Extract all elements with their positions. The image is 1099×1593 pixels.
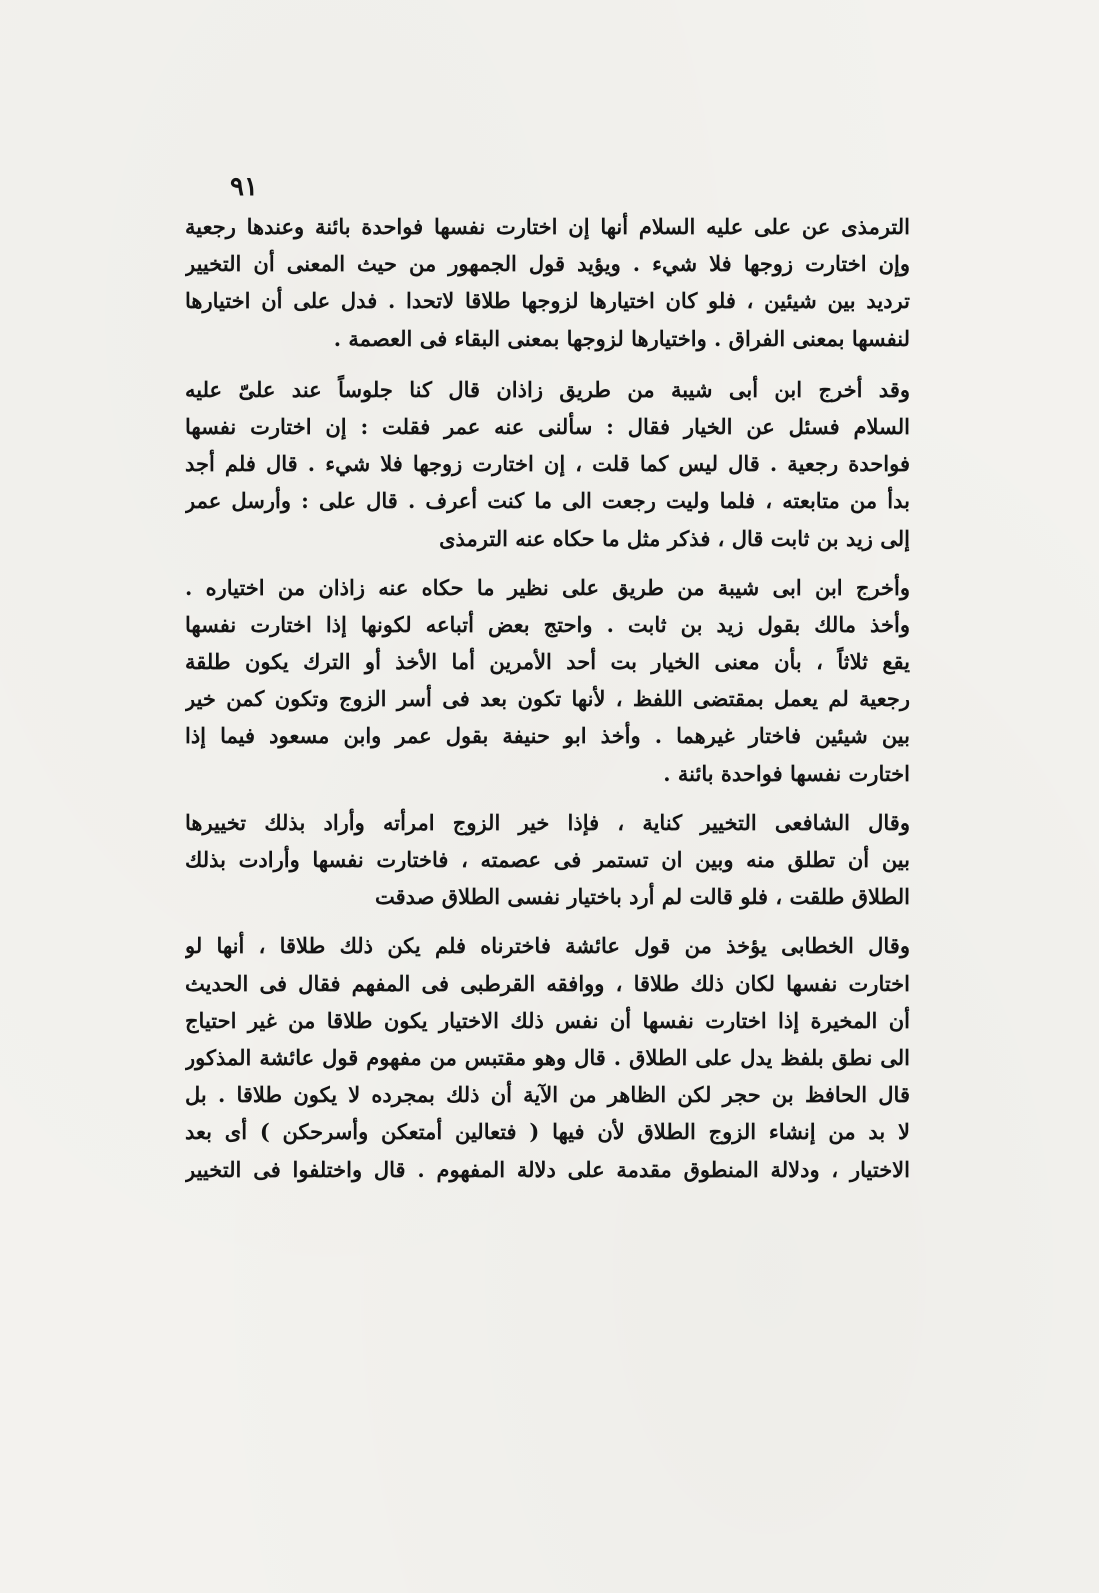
text-line: بين أن تطلق منه وبين ان تستمر فى عصمته ، فاختارت نفسها وأرادت بذلك xyxy=(185,847,910,872)
text-line: وأخرج ابن ابى شيبة من طريق على نظير ما حكاه عنه زاذان من اختياره . xyxy=(185,574,910,600)
text-line: قال الحافظ بن حجر لكن الظاهر من الآية أن ذلك بمجرده لا يكون طلاقا . بل xyxy=(185,1082,910,1108)
text-line: إلى زيد بن ثابت قال ، فذكر مثل ما حكاه عنه الترمذى xyxy=(439,525,910,551)
text-line: الى نطق بلفظ يدل على الطلاق . قال وهو مقتبس من مفهوم قول عائشة المذكور xyxy=(185,1044,910,1070)
paragraph xyxy=(185,804,910,916)
paragraph xyxy=(185,927,910,1187)
text-line: ترديد بين شيئين ، فلو كان اختيارها لزوجها طلاقا لاتحدا . فدل على أن اختيارها xyxy=(185,288,910,314)
text-line: بدأ من متابعته ، فلما وليت رجعت الى ما كنت أعرف . قال على : وأرسل عمر xyxy=(185,488,910,514)
text-line: يقع ثلاثاً ، بأن معنى الخيار بت أحد الأمرين أما الأخذ أو الترك يكون طلقة xyxy=(185,649,910,675)
text-line: وقال الخطابى يؤخذ من قول عائشة فاخترناه فلم يكن ذلك طلاقا ، أنها لو xyxy=(185,933,910,959)
text-line: رجعية لم يعمل بمقتضى اللفظ ، لأنها تكون بعد فى أسر الزوج وتكون كمن خير xyxy=(185,686,910,712)
text-line: وإن اختارت زوجها فلا شيء . ويؤيد قول الجمهور من حيث المعنى أن التخيير xyxy=(185,251,910,277)
text-line: لنفسها بمعنى الفراق . واختيارها لزوجها بمعنى البقاء فى العصمة . xyxy=(333,325,910,351)
text-line: الاختيار ، ودلالة المنطوق مقدمة على دلالة المفهوم . قال واختلفوا فى التخيير xyxy=(185,1156,910,1182)
text-line: وأخذ مالك بقول زيد بن ثابت . واحتج بعض أتباعه لكونها إذا اختارت نفسها xyxy=(185,611,910,637)
paragraph xyxy=(185,208,910,357)
text-line: أن المخيرة إذا اختارت نفسها أن نفس ذلك الاختيار يكون طلاقا من غير احتياج xyxy=(185,1007,910,1033)
text-line: السلام فسئل عن الخيار فقال : سألنى عنه عمر فقلت : إن اختارت نفسها xyxy=(185,413,910,439)
body-text xyxy=(185,208,910,1202)
page-number: ٩١ xyxy=(230,172,258,202)
text-line: الطلاق طلقت ، فلو قالت لم أرد باختيار نفسى الطلاق صدقت xyxy=(374,884,910,910)
paragraph xyxy=(185,371,910,557)
paragraph xyxy=(185,569,910,792)
text-line: لا بد من إنشاء الزوج الطلاق لأن فيها ( فتعالين أمتعكن وأسرحكن ) أى بعد xyxy=(185,1119,910,1145)
text-line: الترمذى عن على عليه السلام أنها إن اختارت نفسها فواحدة بائنة وعندها رجعية xyxy=(185,214,910,239)
text-line: وقال الشافعى التخيير كناية ، فإذا خير الزوج امرأته وأراد بذلك تخييرها xyxy=(185,809,910,835)
text-line: فواحدة رجعية . قال ليس كما قلت ، إن اختارت زوجها فلا شيء . قال فلم أجد xyxy=(185,451,910,477)
text-line: اختارت نفسها لكان ذلك طلاقا ، ووافقه القرطبى فى المفهم فقال فى الحديث xyxy=(185,970,910,996)
text-line: وقد أخرج ابن أبى شيبة من طريق زاذان قال كنا جلوساً عند علىّ عليه xyxy=(185,376,910,402)
text-line: بين شيئين فاختار غيرهما . وأخذ ابو حنيفة بقول عمر وابن مسعود فيما إذا xyxy=(185,723,910,749)
text-line: اختارت نفسها فواحدة بائنة . xyxy=(663,760,910,786)
